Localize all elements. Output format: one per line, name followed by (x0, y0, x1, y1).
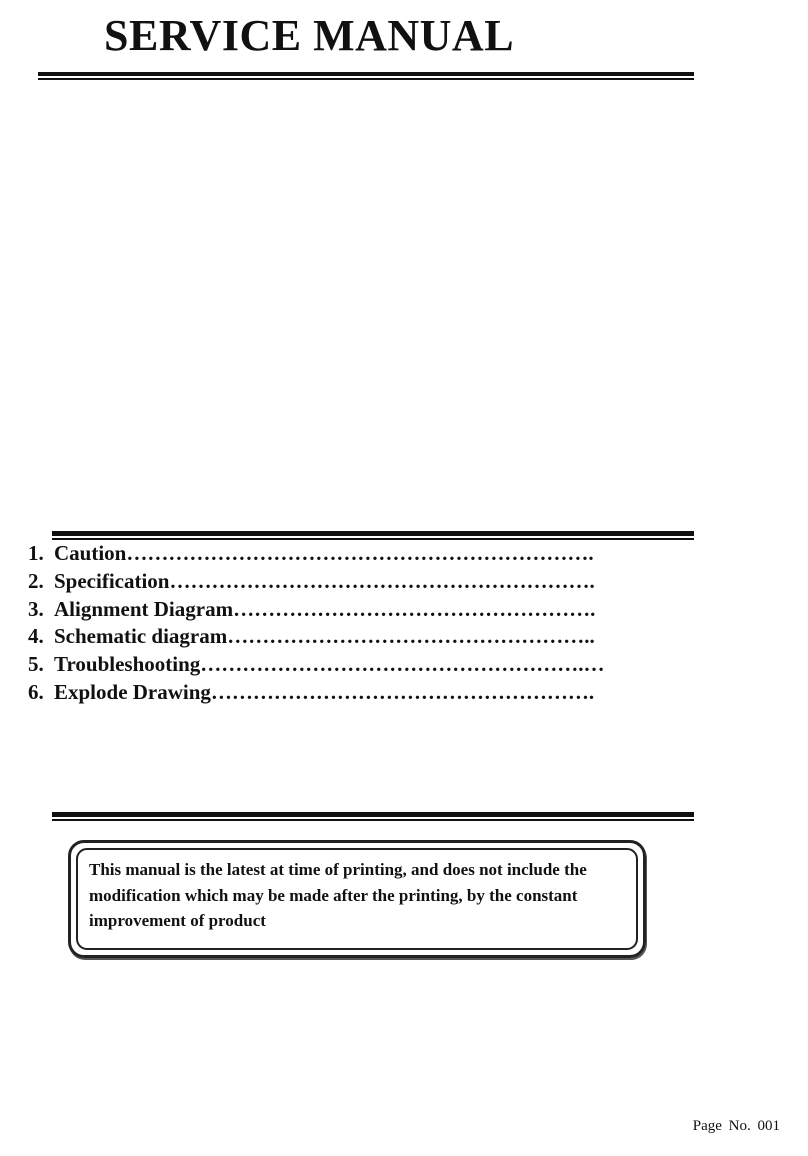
toc-item-number: 3. (28, 596, 44, 621)
page-title: SERVICE MANUAL (104, 11, 515, 60)
title-rule-thin (38, 78, 694, 80)
toc-item-troubleshooting[interactable] (28, 651, 605, 679)
contents-bottom-rule-thin (52, 819, 694, 821)
toc-item-alignment-diagram[interactable] (28, 596, 605, 624)
toc-item-number: 1. (28, 541, 44, 565)
page-number: Page No. 001 (692, 1118, 780, 1134)
toc-item-label: Specification……………………………………………………. (54, 568, 595, 593)
contents-bottom-rule-thick (52, 812, 694, 817)
notice-box (68, 840, 646, 958)
toc-item-number: 4. (28, 624, 44, 649)
toc-item-specification[interactable] (28, 568, 605, 596)
toc-item-number: 6. (28, 679, 44, 704)
toc-item-label: Schematic diagram…………………………………………….. (54, 624, 595, 649)
toc-item-label: Explode Drawing………………………………………………. (54, 679, 595, 704)
toc-item-label: Caution…………………………………………………………. (54, 541, 594, 565)
toc-item-label: Alignment Diagram……………………………………………. (54, 596, 596, 621)
toc-item-number: 2. (28, 568, 44, 593)
contents-top-rule-thick (52, 531, 694, 536)
table-of-contents (28, 540, 605, 707)
title-rule-thick (38, 72, 694, 76)
toc-item-explode-drawing[interactable] (28, 679, 605, 707)
toc-item-label: Troubleshooting……………………………………………….… (54, 652, 605, 677)
toc-item-caution[interactable] (28, 540, 605, 568)
toc-item-schematic-diagram[interactable] (28, 623, 605, 651)
notice-text: This manual is the latest at time of printing, and does not include the modification which may be made after the printing, by the constant improvement of product (89, 860, 587, 930)
toc-item-number: 5. (28, 652, 44, 677)
